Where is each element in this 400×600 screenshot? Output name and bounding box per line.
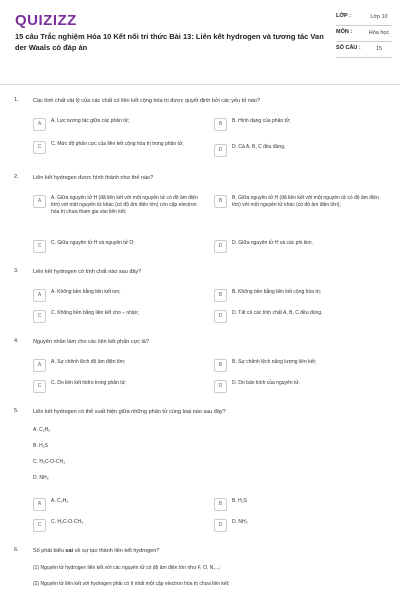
option-c[interactable] xyxy=(33,310,203,323)
option-text: B. Giữa nguyên tử H (đã liên kết với một nguyên tử có độ âm điện lớn) với một nguyên tử khác (có độ âm điện lớn); xyxy=(232,195,379,208)
option-text: D. Cả A, B, C đều đúng. xyxy=(232,144,286,150)
option-text: B. Không bền bằng liên kết cộng hóa trị; xyxy=(232,289,321,295)
option-b[interactable] xyxy=(214,498,384,511)
option-letter: B xyxy=(214,195,227,208)
option-c[interactable] xyxy=(33,380,203,393)
option-letter: C xyxy=(33,380,46,393)
question-number: 4. xyxy=(14,338,19,344)
option-text: D. NH₃ xyxy=(232,519,248,525)
option-letter: C xyxy=(33,240,46,253)
option-a[interactable] xyxy=(33,195,205,216)
question-text-pre: Số phát biểu xyxy=(33,548,66,554)
quizizz-logo: QUIZIZZ xyxy=(15,12,77,29)
option-c[interactable] xyxy=(33,141,203,154)
meta-value: Lớp 10 xyxy=(370,14,388,20)
option-text: D. Do bán kính của nguyên tử. xyxy=(232,380,301,386)
option-b[interactable] xyxy=(214,359,384,372)
option-b[interactable] xyxy=(214,289,384,302)
option-text: A. Giữa nguyên tử H (đã liên kết với một nguyên tử có độ âm điện lớn) với một nguyên tử khác (có độ âm điện lớn) còn cặp electron hóa trị chưa tham gia vào liên kết; xyxy=(51,195,198,215)
answer-line: A. C₂H₆ xyxy=(33,427,51,433)
option-letter: A xyxy=(33,498,46,511)
question-text xyxy=(33,547,383,555)
option-a[interactable] xyxy=(33,498,203,511)
meta-key: MÔN : xyxy=(336,29,353,35)
option-text: B. Sự chênh lệch năng lượng liên kết; xyxy=(232,359,317,365)
option-text: A. Không bền bằng liên kết ion; xyxy=(51,289,121,295)
meta-value: 15 xyxy=(375,46,383,52)
option-letter: D xyxy=(214,380,227,393)
question-text: Liên kết hydrogen có tính chất nào sau đây? xyxy=(33,269,142,275)
option-text: C. Giữa nguyên tử H và nguyên tử O; xyxy=(51,240,135,246)
option-text: B. H₂S xyxy=(232,498,247,504)
meta-row-count xyxy=(336,42,392,58)
option-d[interactable] xyxy=(214,519,384,532)
question-text: Nguyên nhân làm cho các liên kết phân cực là? xyxy=(33,339,149,345)
option-c[interactable] xyxy=(33,519,203,532)
question-text: Liên kết hydrogen có thể xuất hiện giữa những phân tử cùng loại nào sau đây? xyxy=(33,409,226,415)
option-a[interactable] xyxy=(33,289,203,302)
answer-line: B. H₂S xyxy=(33,443,48,449)
option-letter: B xyxy=(214,498,227,511)
question-number: 2. xyxy=(14,174,19,180)
option-letter: C xyxy=(33,141,46,154)
option-b[interactable] xyxy=(214,118,384,131)
meta-key: SỐ CÂU : xyxy=(336,45,361,51)
option-text: B. Hình dạng của phân tử; xyxy=(232,118,291,124)
question-text-post: về sự tạo thành liên kết hydrogen? xyxy=(73,548,160,554)
option-text: C. Do liên kết hidro trong phân tử; xyxy=(51,380,127,386)
question-text: Các tính chất vật lý của các chất có liên kết cộng hóa trị được quyết định bởi các yếu tố nào? xyxy=(33,98,261,104)
option-letter: D xyxy=(214,519,227,532)
question-number: 3. xyxy=(14,268,19,274)
statement-line: (1) Nguyên tử hydrogen liên kết với các nguyên tử có độ âm điện lớn như F, O, N,...; xyxy=(33,565,221,571)
option-d[interactable] xyxy=(214,380,384,393)
option-letter: B xyxy=(214,118,227,131)
option-text: A. Lực tương tác giữa các phân tử; xyxy=(51,118,130,124)
option-letter: D xyxy=(214,144,227,157)
option-a[interactable] xyxy=(33,118,203,131)
question-number: 1. xyxy=(14,97,19,103)
option-letter: A xyxy=(33,289,46,302)
option-letter: D xyxy=(214,240,227,253)
option-d[interactable] xyxy=(214,144,384,157)
option-text: A. Sự chênh lệch độ âm điện lớn; xyxy=(51,359,126,365)
worksheet-header xyxy=(0,0,400,84)
option-d[interactable] xyxy=(214,240,384,253)
question-text: Liên kết hydrogen được hình thành như thế nào? xyxy=(33,175,154,181)
question-number: 5. xyxy=(14,408,19,414)
option-letter: C xyxy=(33,310,46,323)
meta-value: Hóa học xyxy=(368,30,390,36)
question-number: 6. xyxy=(14,547,19,553)
option-d[interactable] xyxy=(214,310,384,323)
document-title: 15 câu Trắc nghiệm Hóa 10 Kết nối tri thức Bài 13: Liên kết hydrogen và tương tác Van der Waals có đáp án xyxy=(15,32,324,52)
option-b[interactable] xyxy=(214,195,386,209)
option-letter: A xyxy=(33,359,46,372)
meta-row-subject xyxy=(336,26,392,42)
option-letter: C xyxy=(33,519,46,532)
option-a[interactable] xyxy=(33,359,203,372)
header-divider xyxy=(0,84,400,85)
option-text: D. Tất cả các tính chất A, B, C đều đúng. xyxy=(232,310,323,316)
option-text: C. H₃C-O-CH₃ xyxy=(51,519,84,525)
question-text-emphasis: sai xyxy=(65,548,74,554)
option-letter: A xyxy=(33,118,46,131)
option-letter: D xyxy=(214,310,227,323)
meta-row-class xyxy=(336,10,392,26)
option-text: C. Không bền bằng liên kết cho – nhận; xyxy=(51,310,139,316)
option-c[interactable] xyxy=(33,240,203,253)
statement-line: (2) Nguyên tử liên kết với hydrogen phải có ít nhất một cặp electron hóa trị chưa liên kết; xyxy=(33,581,230,587)
option-letter: B xyxy=(214,289,227,302)
option-letter: B xyxy=(214,359,227,372)
option-text: D. Giữa nguyên tử H và các phi kim. xyxy=(232,240,313,246)
answer-line: C. H₃C-O-CH₃ xyxy=(33,459,66,465)
option-text: C. Mức độ phân cực của liên kết cộng hóa trị trong phân tử; xyxy=(51,141,184,147)
option-letter: A xyxy=(33,195,46,208)
meta-key: LỚP : xyxy=(336,13,351,19)
answer-line: D. NH₃ xyxy=(33,475,49,481)
option-text: A. C₂H₆ xyxy=(51,498,69,504)
meta-table xyxy=(336,10,392,58)
